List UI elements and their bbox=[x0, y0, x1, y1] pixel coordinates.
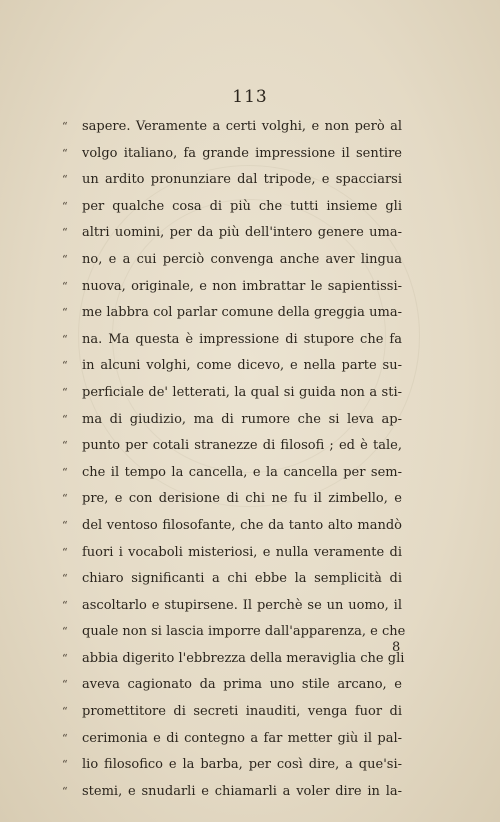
text-line bbox=[62, 114, 402, 141]
quotation-mark: “ bbox=[62, 306, 68, 320]
line-text: un ardito pronunziare dal tripode, e spacciarsi bbox=[82, 172, 402, 188]
text-line bbox=[62, 247, 402, 274]
line-text: aveva cagionato da prima uno stile arcano, e bbox=[82, 677, 402, 693]
quotation-mark: “ bbox=[62, 651, 68, 665]
quotation-mark: “ bbox=[62, 279, 68, 293]
text-line bbox=[62, 513, 402, 540]
line-text: punto per cotali stranezze di filosofi ; ed è tale, bbox=[82, 438, 402, 454]
text-line bbox=[62, 672, 402, 699]
printer-signature-mark: 8 bbox=[392, 640, 401, 655]
line-text: abbia digerito l'ebbrezza della meraviglia che gli bbox=[82, 650, 405, 666]
line-text: cerimonia e di contegno a far metter giù il pal- bbox=[82, 730, 402, 746]
text-line bbox=[62, 566, 402, 593]
quotation-mark: “ bbox=[62, 492, 68, 506]
text-line bbox=[62, 779, 402, 806]
line-text: ma di giudizio, ma di rumore che si leva ap- bbox=[82, 411, 402, 427]
quotation-mark: “ bbox=[62, 199, 68, 213]
quotation-mark: “ bbox=[62, 226, 68, 240]
line-text: pre, e con derisione di chi ne fu il zimbello, e bbox=[82, 491, 402, 507]
line-text: me labbra col parlar comune della greggia uma- bbox=[82, 305, 402, 321]
text-line bbox=[62, 167, 402, 194]
quotation-mark: “ bbox=[62, 412, 68, 426]
line-text: volgo italiano, fa grande impressione il sentire bbox=[82, 145, 402, 161]
quotation-mark: “ bbox=[62, 518, 68, 532]
text-line bbox=[62, 433, 402, 460]
quotation-mark: “ bbox=[62, 572, 68, 586]
text-line bbox=[62, 460, 402, 487]
quotation-mark: “ bbox=[62, 439, 68, 453]
quotation-mark: “ bbox=[62, 625, 68, 639]
line-text: stemi, e snudarli e chiamarli a voler dire in la- bbox=[82, 783, 402, 799]
quotation-mark: “ bbox=[62, 252, 68, 266]
line-text: na. Ma questa è impressione di stupore che fa bbox=[82, 331, 402, 347]
quotation-mark: “ bbox=[62, 120, 68, 133]
quotation-mark: “ bbox=[62, 173, 68, 187]
line-text: in alcuni volghi, come dicevo, e nella parte su- bbox=[82, 358, 402, 374]
page-number: 113 bbox=[232, 87, 268, 107]
text-line bbox=[62, 726, 402, 753]
line-text: altri uomini, per da più dell'intero genere uma- bbox=[82, 225, 402, 241]
line-text: ascoltarlo e stupirsene. Il perchè se un uomo, il bbox=[82, 597, 402, 613]
line-text: per qualche cosa di più che tutti insieme gli bbox=[82, 198, 402, 214]
quotation-mark: “ bbox=[62, 758, 68, 772]
quotation-mark: “ bbox=[62, 465, 68, 479]
quotation-mark: “ bbox=[62, 678, 68, 692]
text-line bbox=[62, 646, 405, 673]
line-text: perficiale de' letterati, la qual si guida non a sti- bbox=[82, 384, 402, 400]
quotation-mark: “ bbox=[62, 598, 68, 612]
text-line bbox=[62, 300, 402, 327]
text-line bbox=[62, 407, 402, 434]
quotation-mark: “ bbox=[62, 731, 68, 745]
line-text: sapere. Veramente a certi volghi, e non però al bbox=[82, 119, 402, 134]
text-line bbox=[62, 486, 402, 513]
body-text bbox=[62, 114, 406, 805]
text-line bbox=[62, 593, 402, 620]
line-text: fuori i vocaboli misteriosi, e nulla veramente di bbox=[82, 544, 402, 560]
text-line bbox=[62, 380, 402, 407]
quotation-mark: “ bbox=[62, 705, 68, 719]
quotation-mark: “ bbox=[62, 545, 68, 559]
quotation-mark: “ bbox=[62, 332, 68, 346]
text-line bbox=[62, 699, 402, 726]
text-line bbox=[62, 619, 406, 646]
text-line bbox=[62, 540, 402, 567]
text-line bbox=[62, 274, 402, 301]
line-text: nuova, originale, e non imbrattar le sapientissi- bbox=[82, 278, 402, 294]
quotation-mark: “ bbox=[62, 385, 68, 399]
text-line bbox=[62, 752, 402, 779]
line-text: lio filosofico e la barba, per così dire, a que'si- bbox=[82, 757, 402, 773]
line-text: quale non si lascia imporre dall'apparenza, e che bbox=[82, 624, 406, 640]
quotation-mark: “ bbox=[62, 146, 68, 160]
text-line bbox=[62, 353, 402, 380]
line-text: promettitore di secreti inauditi, venga fuor di bbox=[82, 704, 402, 720]
text-line bbox=[62, 327, 402, 354]
text-line bbox=[62, 141, 402, 168]
line-text: no, e a cui perciò convenga anche aver lingua bbox=[82, 251, 402, 267]
quotation-mark: “ bbox=[62, 784, 68, 798]
line-text: del ventoso filosofante, che da tanto alto mandò bbox=[82, 517, 402, 533]
text-line bbox=[62, 220, 402, 247]
quotation-mark: “ bbox=[62, 359, 68, 373]
text-line bbox=[62, 194, 402, 221]
line-text: chiaro significanti a chi ebbe la semplicità di bbox=[82, 571, 402, 587]
line-text: che il tempo la cancella, e la cancella per sem- bbox=[82, 464, 402, 480]
